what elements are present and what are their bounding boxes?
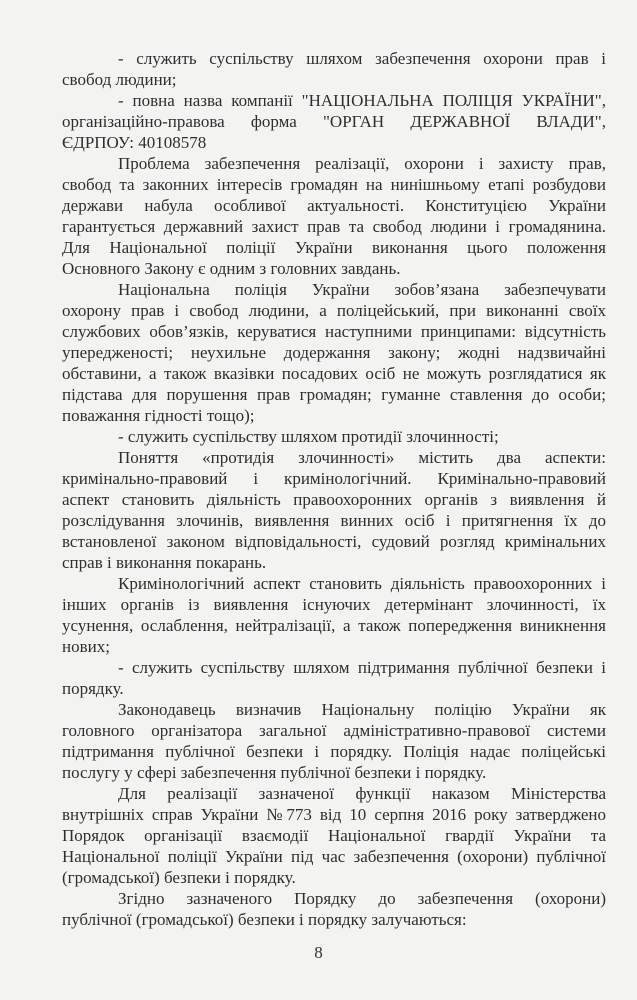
- paragraph: [62, 447, 606, 573]
- text-line: - служить суспільству шляхом забезпечення охорони прав і: [118, 49, 606, 68]
- text-line: встановленої законом відповідальності, судовий розгляд кримінальних: [62, 532, 606, 551]
- text-line: внутрішніх справ України №773 від 10 серпня 2016 року затверджено: [62, 805, 606, 824]
- text-line: Для Національної поліції України виконання цього положення: [62, 238, 606, 257]
- text-line: - служить суспільству шляхом підтримання публічної безпеки і: [118, 658, 606, 677]
- text-line: ЄДРПОУ: 40108578: [62, 133, 207, 152]
- text-line: гарантується державний захист прав та свобод людини і громадянина.: [62, 217, 606, 236]
- paragraph: [62, 888, 606, 930]
- text-line: Законодавець визначив Національну поліцію України як: [118, 700, 606, 719]
- text-line: Національної поліції України під час забезпечення (охорони) публічної: [62, 847, 606, 866]
- text-line: аспект становить діяльність правоохоронних органів з виявлення й: [62, 490, 606, 509]
- text-line: нових;: [62, 637, 110, 656]
- text-line: справ і виконання покарань.: [62, 553, 267, 572]
- text-line: Проблема забезпечення реалізації, охорони і захисту прав,: [118, 154, 606, 173]
- text-line: розслідування злочинів, виявлення винних осіб і притягнення їх до: [62, 511, 606, 530]
- page-number: 8: [314, 943, 323, 962]
- text-line: публічної (громадської) безпеки і порядку залучаються:: [62, 910, 467, 929]
- paragraph: [62, 699, 606, 783]
- text-line: - повна назва компанії "НАЦІОНАЛЬНА ПОЛІЦІЯ УКРАЇНИ",: [118, 91, 606, 110]
- text-line: (громадської) безпеки і порядку.: [62, 868, 296, 887]
- text-line: - служить суспільству шляхом протидії злочинності;: [118, 427, 499, 446]
- paragraph: [62, 426, 606, 447]
- text-line: головного організатора загальної адміністративно-правової системи: [62, 721, 606, 740]
- text-line: держави набула особливої актуальності. Конституцією України: [62, 196, 606, 215]
- text-line: організаційно-правова форма "ОРГАН ДЕРЖАВНОЇ ВЛАДИ",: [62, 112, 606, 131]
- text-line: послугу у сфері забезпечення публічної безпеки і порядку.: [62, 763, 487, 782]
- text-line: упередженості; неухильне додержання закону; жодні надзвичайні: [62, 343, 606, 362]
- document-body: [62, 48, 606, 930]
- text-line: Національна поліція України зобов’язана забезпечувати: [118, 280, 606, 299]
- text-line: інших органів із виявлення існуючих детермінант злочинності, їх: [62, 595, 606, 614]
- text-line: Основного Закону є одним з головних завдань.: [62, 259, 401, 278]
- text-line: Порядок організації взаємодії Національної гвардії України та: [62, 826, 606, 845]
- text-line: службових обов’язків, керуватися наступними принципами: відсутність: [62, 322, 606, 341]
- paragraph: [62, 279, 606, 426]
- text-line: усунення, ослаблення, нейтралізації, а також попередження виникнення: [62, 616, 606, 635]
- paragraph: [62, 573, 606, 657]
- text-line: Для реалізації зазначеної функції наказом Міністерства: [118, 784, 606, 803]
- paragraph: [62, 657, 606, 699]
- text-line: кримінально-правовий і кримінологічний. Кримінально-правовий: [62, 469, 606, 488]
- paragraph: [62, 90, 606, 153]
- text-line: Кримінологічний аспект становить діяльність правоохоронних і: [118, 574, 606, 593]
- text-line: свобод та законних інтересів громадян на нинішньому етапі розбудови: [62, 175, 606, 194]
- paragraph: [62, 153, 606, 279]
- text-line: Згідно зазначеного Порядку до забезпечення (охорони): [118, 889, 606, 908]
- text-line: охорону прав і свобод людини, а поліцейський, при виконанні своїх: [62, 301, 606, 320]
- paragraph: [62, 783, 606, 888]
- text-line: підтримання публічної безпеки і порядку. Поліція надає поліцейські: [62, 742, 606, 761]
- text-line: свобод людини;: [62, 70, 177, 89]
- text-line: підстава для порушення прав громадян; гуманне ставлення до особи;: [62, 385, 606, 404]
- paragraph: [62, 48, 606, 90]
- text-line: порядку.: [62, 679, 124, 698]
- text-line: поважання гідності тощо);: [62, 406, 255, 425]
- text-line: обставини, а також вказівки посадових осіб не можуть розглядатися як: [62, 364, 606, 383]
- text-line: Поняття «протидія злочинності» містить два аспекти:: [118, 448, 606, 467]
